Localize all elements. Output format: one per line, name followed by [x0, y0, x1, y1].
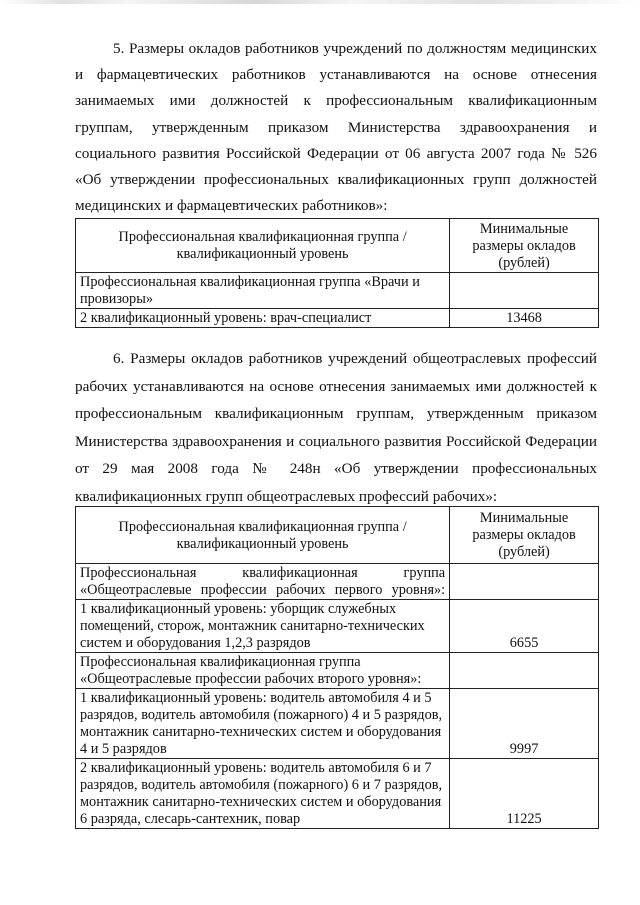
medical-salary-table: [75, 218, 599, 328]
row-label: 2 квалификационный уровень: врач-специалист: [76, 309, 450, 328]
column-header-salary: Минимальные размеры окладов (рублей): [450, 507, 599, 564]
row-value: [450, 564, 599, 600]
row-value: 13468: [450, 309, 599, 328]
table-row: [76, 273, 599, 309]
workers-salary-table: [75, 506, 599, 829]
scan-edge-artifact: [0, 0, 640, 4]
column-header-salary: Минимальные размеры окладов (рублей): [450, 219, 599, 273]
row-value: [450, 273, 599, 309]
row-label: Профессиональная квалификационная группа «Общеотраслевые профессии рабочих первого уровня»:: [76, 564, 450, 600]
row-value: 9997: [450, 689, 599, 759]
table-row: [76, 689, 599, 759]
column-header-group: Профессиональная квалификационная группа / квалификационный уровень: [76, 507, 450, 564]
row-value: [450, 653, 599, 689]
table-row: [76, 309, 599, 328]
row-label: Профессиональная квалификационная группа «Врачи и провизоры»: [76, 273, 450, 309]
section-5-paragraph: 5. Размеры окладов работников учреждений по должностям медицинских и фармацевтических работников устанавливаются на основе отнесения занимаемых ими должностей к профессиональным квалификационным группам, утвержденным приказом Министерства здравоохранения и социального развития Российской Федерации от 06 августа 2007 года № 526 «Об утверждении профессиональных квалификационных групп должностей медицинских и фармацевтических работников»:: [75, 40, 597, 215]
table-row: [76, 600, 599, 653]
row-label: Профессиональная квалификационная группа «Общеотраслевые профессии рабочих второго уровня»:: [76, 653, 450, 689]
row-label: 1 квалификационный уровень: уборщик служебных помещений, сторож, монтажник санитарно-технических систем и оборудования 1,2,3 разрядов: [76, 600, 450, 653]
table-header-row: [76, 219, 599, 273]
row-value: 11225: [450, 759, 599, 829]
column-header-group: Профессиональная квалификационная группа / квалификационный уровень: [76, 219, 450, 273]
row-value: 6655: [450, 600, 599, 653]
table-row: [76, 759, 599, 829]
section-6-paragraph: 6. Размеры окладов работников учреждений общеотраслевых профессий рабочих устанавливаются на основе отнесения занимаемых ими должностей к профессиональным квалификационным группам, утвержденным приказом Министерства здравоохранения и социального развития Российской Федерации от 29 мая 2008 года № 248н «Об утверждении профессиональных квалификационных групп общеотраслевых профессий рабочих»:: [75, 350, 597, 505]
row-label: 2 квалификационный уровень: водитель автомобиля 6 и 7 разрядов, водитель автомобиля (пожарного) 6 и 7 разрядов, монтажник санитарно-технических систем и оборудования 6 разряда, слесарь-сантехник, повар: [76, 759, 450, 829]
row-label: 1 квалификационный уровень: водитель автомобиля 4 и 5 разрядов, водитель автомобиля (пожарного) 4 и 5 разрядов, монтажник санитарно-технических систем и оборудования 4 и 5 разрядов: [76, 689, 450, 759]
table-row: [76, 564, 599, 600]
table-header-row: [76, 507, 599, 564]
table-row: [76, 653, 599, 689]
